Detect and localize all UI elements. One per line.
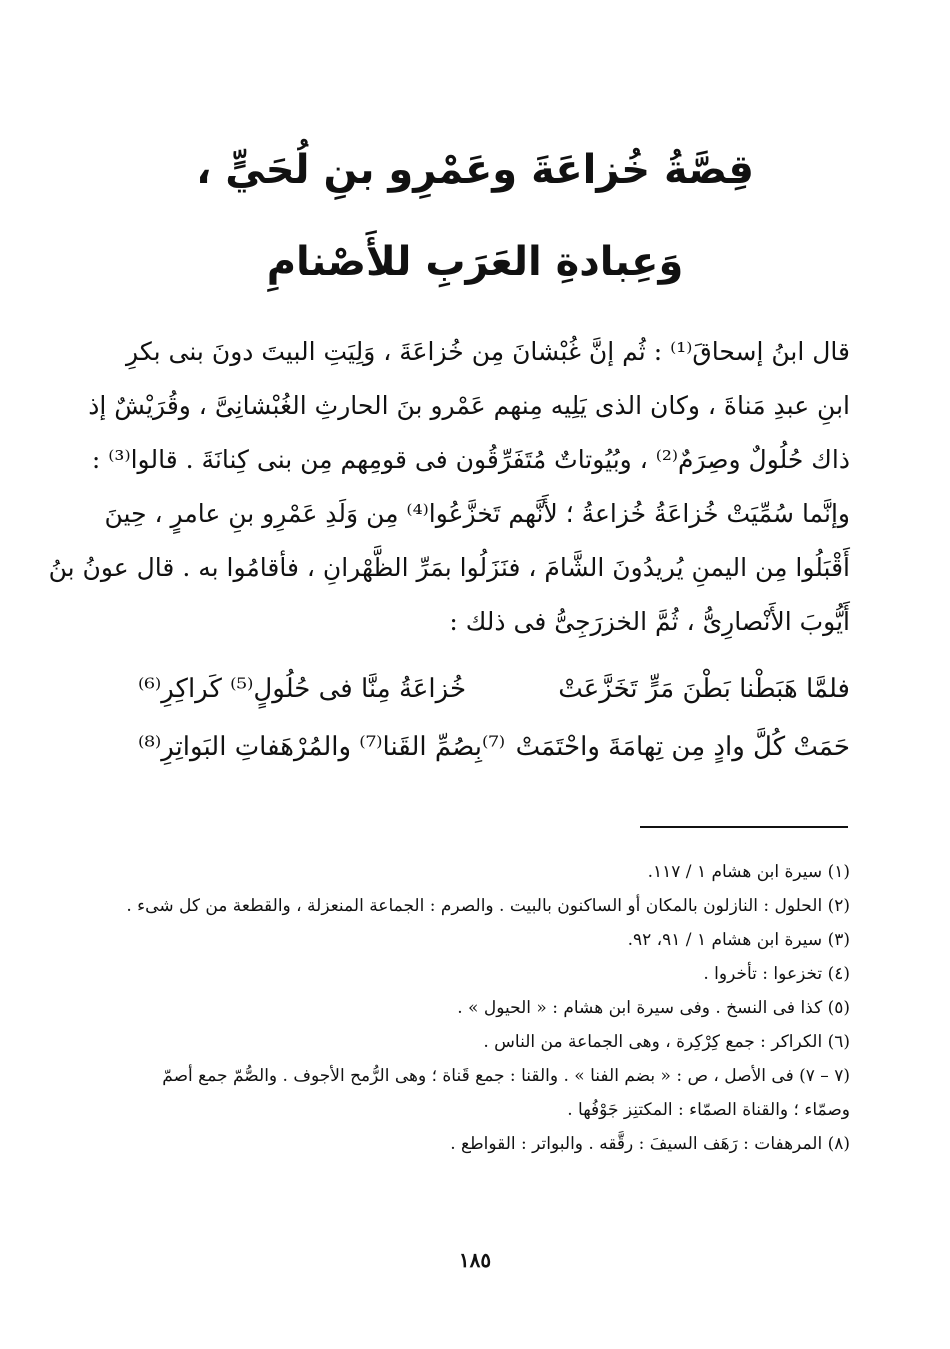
footnote: (٥) كذا فى النسخ . وفى سيرة ابن هشام : « الحيول » . <box>457 998 850 1018</box>
paragraph-line: أَقْبَلُوا مِن اليمنِ يُريدُونَ الشَّامَ ، فنَزَلُوا بمَرِّ الظَّهْرانِ ، فأقامُوا به . قال عونُ بنُ <box>48 553 850 582</box>
chapter-title-line-2: وَعِبادةِ العَرَبِ للأَصْنامِ <box>266 239 684 285</box>
poem-verse <box>138 660 850 718</box>
verse-first-hemistich: فلمَّا هَبَطْنا بَطْنَ مَرٍّ تَخَزَّعَتْ <box>558 674 850 704</box>
paragraph-line: قال ابنُ إسحاقَ⁽¹⁾ : ثُم إنَّ غُبْشانَ مِن خُزاعَةَ ، وَلِيَتِ البيتَ دونَ بنى بكرِ <box>126 337 850 366</box>
main-paragraph <box>48 325 850 649</box>
verse-first-hemistich: حَمَتْ كُلَّ وادٍ مِن تِهامَةَ واحْتَمَتْ <box>515 732 850 762</box>
footnote: (٣) سيرة ابن هشام ١ / ٩١، ٩٢. <box>627 930 850 950</box>
footnote: (٧ – ٧) فى الأصل ، ص : « بضم الفنا » . والقنا : جمع قَناة ؛ وهى الرُّمح الأجوف . والصُّمّ جمع أصمّ <box>162 1066 850 1086</box>
page-number: ١٨٥ <box>458 1248 492 1272</box>
footnote-continuation: وصمّاء ؛ والقناة الصمّاء : المكتنِز جَوْفُها . <box>567 1100 850 1120</box>
footnotes <box>126 855 850 1161</box>
footnote: (٢) الحلول : النازلون بالمكان أو الساكنون بالبيت . والصرم : الجماعة المنعزلة ، والقطعة من كل شىء . <box>126 896 850 916</box>
footnote: (٨) المرهفات : رَهَف السيفَ : رقَّقه . والبواتر : القواطع . <box>450 1134 850 1154</box>
paragraph-line: وإنَّما سُمِّيَتْ خُزاعَةُ خُزاعةُ ؛ لأَنَّهم تَخزَّعُوا⁽⁴⁾ مِن وَلَدِ عَمْرِو بنِ عامرٍ ، حِينَ <box>104 499 850 528</box>
footnote: (٤) تخزعوا : تأخروا . <box>703 964 850 984</box>
chapter-title-line-1: قِصَّةُ خُزاعَةَ وعَمْرِو بنِ لُحَيٍّ ، <box>196 147 754 193</box>
paragraph-line: ذاك حُلُولٌ وصِرَمٌ⁽²⁾ ، وبُيُوتاتٌ مُتَفَرِّقُون فى قومِهم مِن بنى كِنانَةَ . قالوا⁽³⁾ : <box>91 445 850 474</box>
footnote: (١) سيرة ابن هشام ١ / ١١٧. <box>647 862 850 882</box>
poem <box>138 660 850 776</box>
verse-second-hemistich: ⁽⁷⁾بِصُمِّ القَنا⁽⁷⁾ والمُرْهَفاتِ البَواتِرِ⁽⁸⁾ <box>138 732 506 762</box>
paragraph-line: أَيُّوبَ الأَنْصارِىُّ ، ثُمَّ الخزرَجِىُّ فى ذلك : <box>449 607 850 636</box>
footnote-separator <box>640 826 848 828</box>
paragraph-line: ابنِ عبدِ مَناةَ ، وكان الذى يَلِيه مِنهم عَمْرو بنَ الحارثِ الغُبْشانِىَّ ، وقُرَيْشٌ إذ <box>88 391 850 420</box>
poem-verse <box>138 718 850 776</box>
verse-second-hemistich: خُزاعَةُ مِنَّا فى حُلُولٍ⁽⁵⁾ كَراكِرِ⁽⁶⁾ <box>138 674 467 704</box>
footnote: (٦) الكراكر : جمع كِرْكِرة ، وهى الجماعة من الناس . <box>483 1032 850 1052</box>
